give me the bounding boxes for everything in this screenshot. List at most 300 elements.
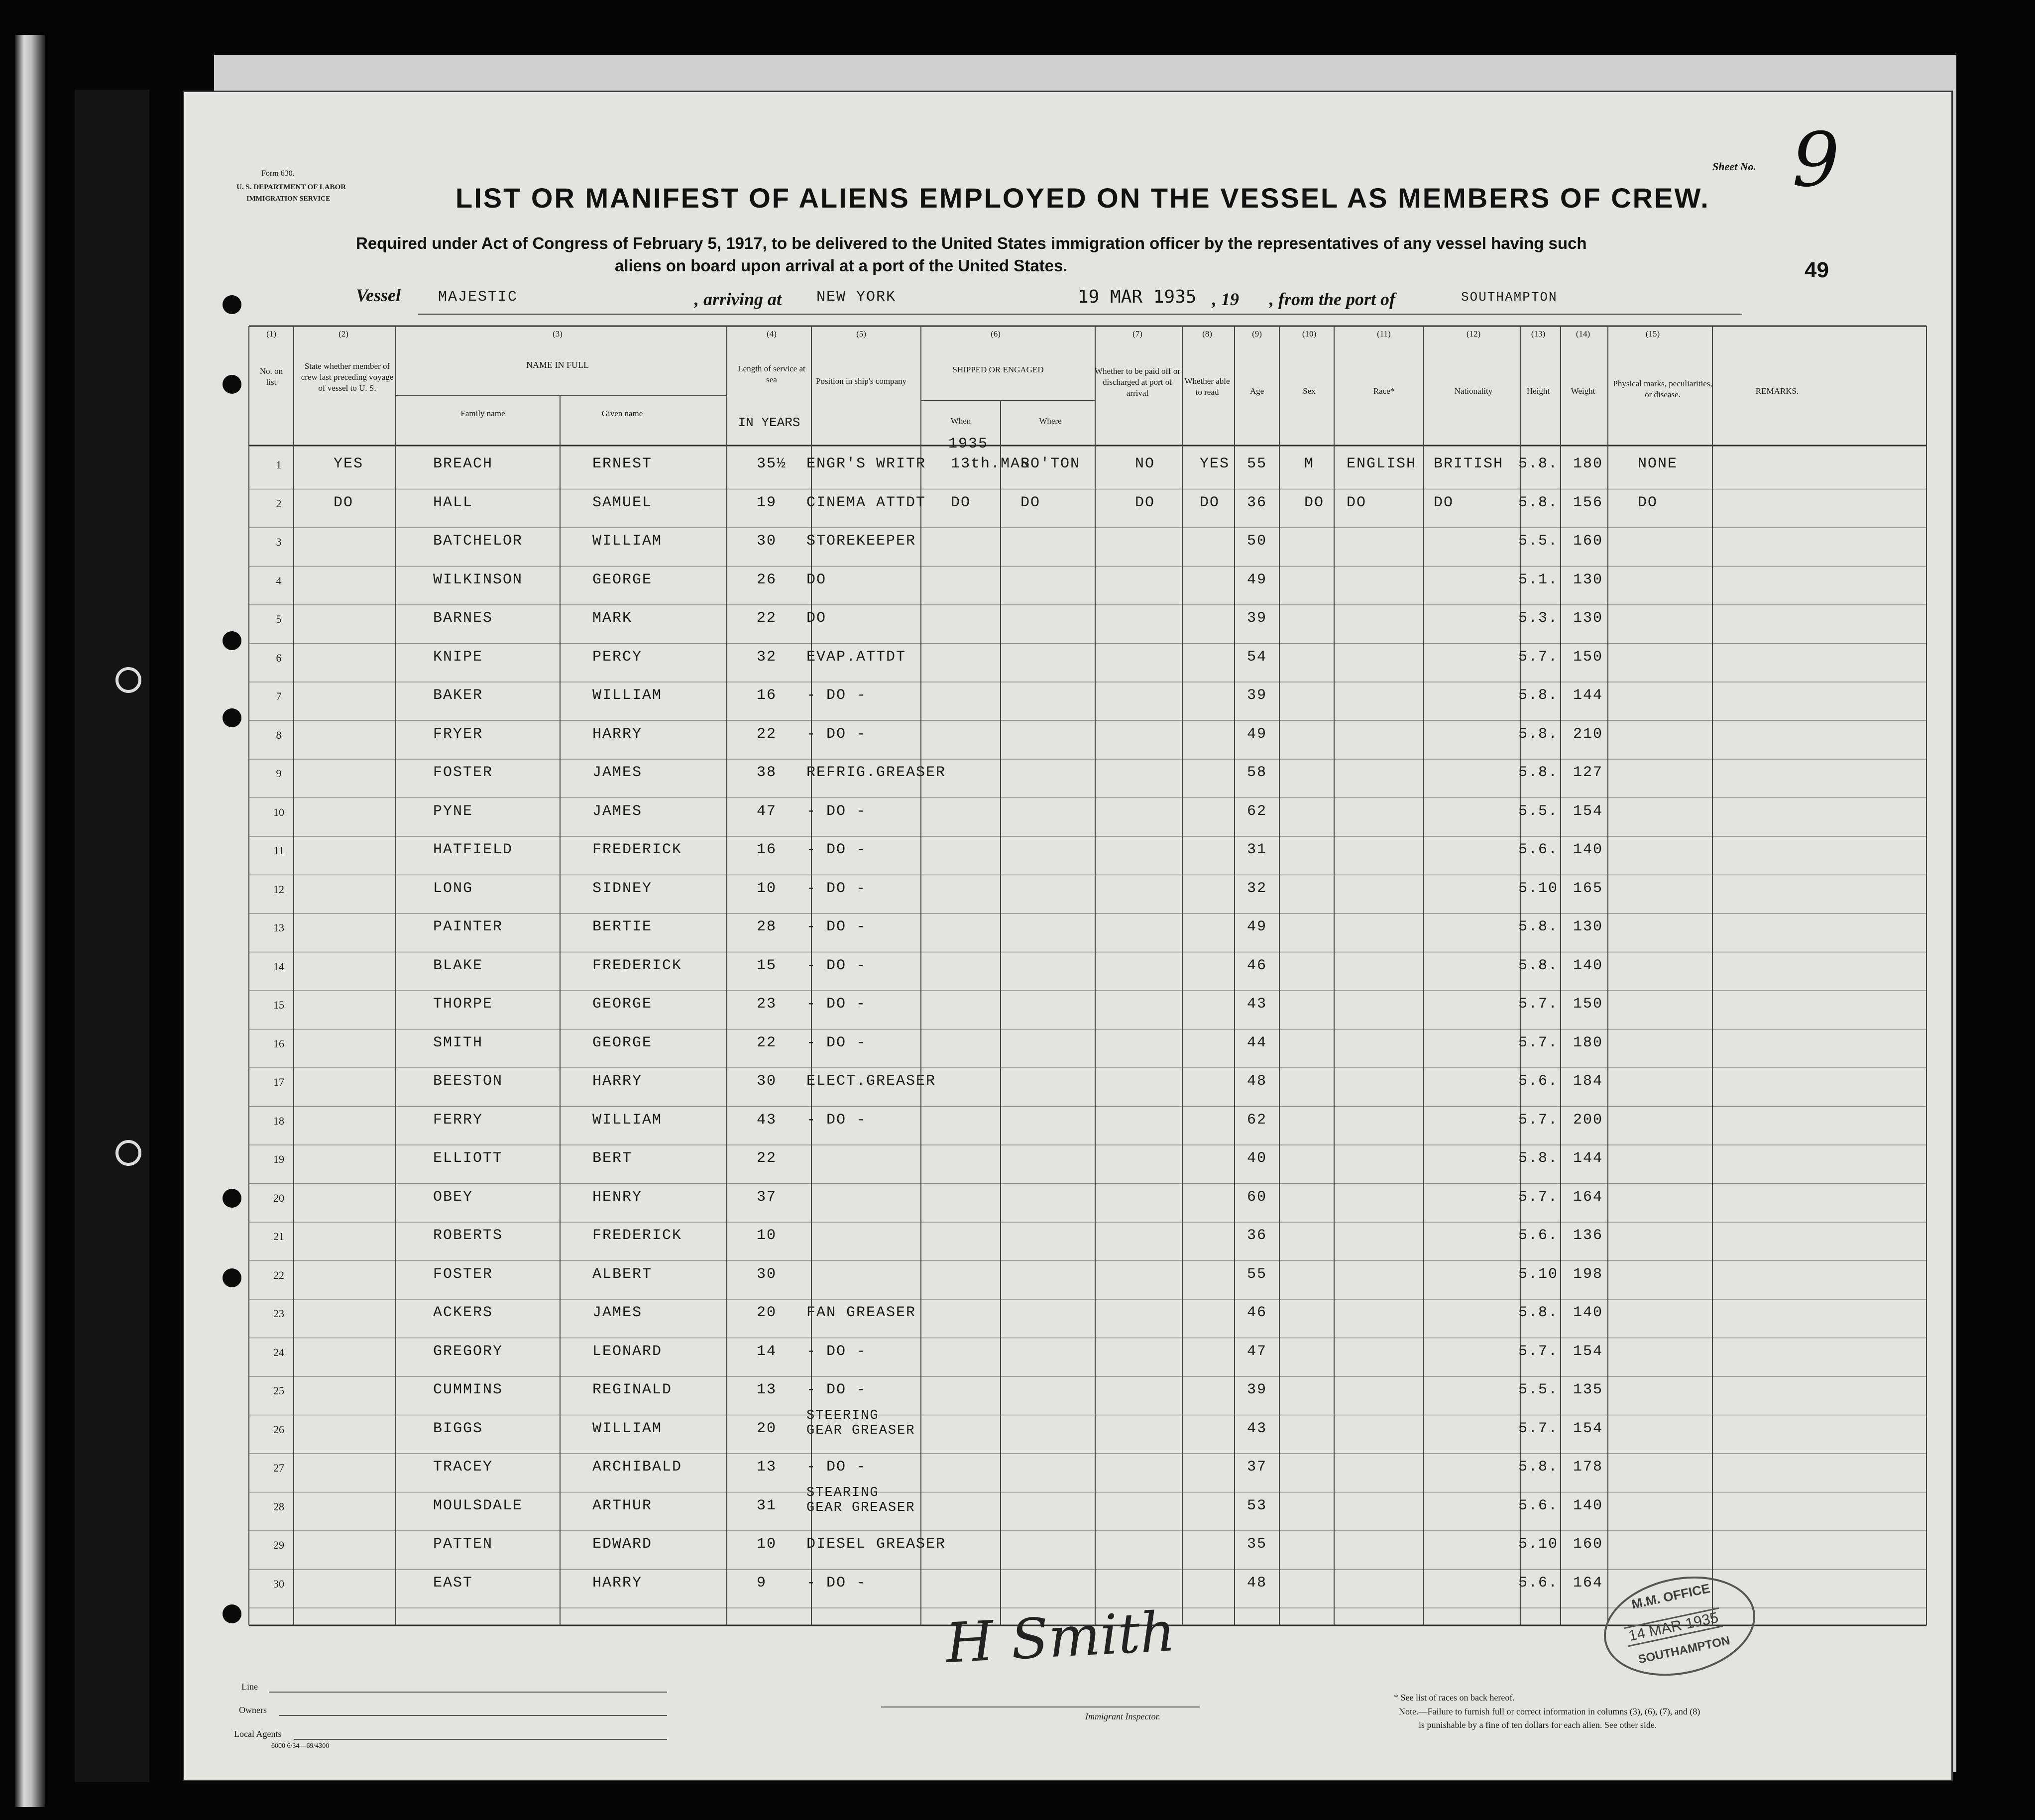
shipped-year: 1935 xyxy=(948,436,989,453)
weight-cell: 160 xyxy=(1573,1536,1603,1553)
height-cell: 5.8. xyxy=(1518,1304,1559,1321)
given-name-cell: WILLIAM xyxy=(592,687,663,704)
given-name-cell: ARCHIBALD xyxy=(592,1459,682,1476)
position-cell: DIESEL GREASER xyxy=(806,1536,946,1553)
age-cell: 39 xyxy=(1247,610,1267,627)
col-number: (7) xyxy=(1132,329,1142,339)
age-cell: 62 xyxy=(1247,1111,1267,1129)
family-name-cell: GREGORY xyxy=(433,1343,503,1360)
weight-cell: 156 xyxy=(1573,494,1603,511)
physical-marks-cell: DO xyxy=(1638,494,1658,511)
col-header-prev-voyage: State whether member of crew last preceding voyage of vessel to U. S. xyxy=(301,361,394,393)
position-cell: - DO - xyxy=(806,880,867,897)
family-name-cell: PAINTER xyxy=(433,918,503,935)
weight-cell: 154 xyxy=(1573,1420,1603,1437)
age-cell: 62 xyxy=(1247,802,1267,820)
row-number: 6 xyxy=(276,651,282,664)
col-number: (13) xyxy=(1531,329,1546,339)
shipped-where-cell: DO xyxy=(1020,494,1041,511)
given-name-cell: EDWARD xyxy=(592,1536,653,1553)
col-number: (2) xyxy=(339,329,348,339)
row-number: 8 xyxy=(276,728,282,741)
weight-cell: 198 xyxy=(1573,1265,1603,1283)
family-name-cell: TRACEY xyxy=(433,1459,493,1476)
weight-cell: 144 xyxy=(1573,1150,1603,1167)
shipped-where-cell: SO'TON xyxy=(1020,455,1081,472)
col-number: (3) xyxy=(553,329,563,339)
position-cell: EVAP.ATTDT xyxy=(806,648,906,666)
row-number: 16 xyxy=(273,1037,284,1050)
service-years-cell: 14 xyxy=(757,1343,777,1360)
from-port-label: , from the port of xyxy=(1269,289,1396,309)
row-number: 15 xyxy=(273,999,284,1011)
col-header-family: Family name xyxy=(460,409,505,418)
col-number: (6) xyxy=(991,329,1001,339)
prev-voyage-cell: YES xyxy=(334,455,364,472)
service-years-cell: 9 xyxy=(757,1574,767,1592)
sex-cell: DO xyxy=(1304,494,1325,511)
col-header-where: Where xyxy=(1039,416,1062,426)
arrival-date-stamp: 19 MAR 1935 xyxy=(1078,287,1197,307)
row-number: 3 xyxy=(276,536,282,548)
height-cell: 5.7. xyxy=(1518,1034,1559,1051)
footer-line-rule xyxy=(269,1692,667,1693)
weight-cell: 180 xyxy=(1573,455,1603,472)
service-years-cell: 47 xyxy=(757,802,777,820)
position-cell: REFRIG.GREASER xyxy=(806,764,946,781)
family-name-cell: SMITH xyxy=(433,1034,483,1051)
footer-owners-rule xyxy=(279,1715,667,1716)
service-years-cell: 10 xyxy=(757,1227,777,1244)
weight-cell: 164 xyxy=(1573,1188,1603,1206)
height-cell: 5.8. xyxy=(1518,1150,1559,1167)
height-cell: 5.8. xyxy=(1518,687,1559,704)
height-cell: 5.7. xyxy=(1518,996,1559,1013)
weight-cell: 130 xyxy=(1573,918,1603,935)
family-name-cell: KNIPE xyxy=(433,648,483,666)
given-name-cell: BERT xyxy=(592,1150,633,1167)
height-cell: 5.8. xyxy=(1518,494,1559,511)
age-cell: 36 xyxy=(1247,494,1267,511)
age-cell: 48 xyxy=(1247,1073,1267,1090)
family-name-cell: BAKER xyxy=(433,687,483,704)
position-cell: - DO - xyxy=(806,1459,867,1476)
age-cell: 39 xyxy=(1247,1381,1267,1398)
family-name-cell: PATTEN xyxy=(433,1536,493,1553)
given-name-cell: GEORGE xyxy=(592,1034,653,1051)
age-cell: 35 xyxy=(1247,1536,1267,1553)
row-number: 13 xyxy=(273,921,284,934)
given-name-cell: FREDERICK xyxy=(592,957,682,974)
service-name: IMMIGRATION SERVICE xyxy=(246,195,331,203)
given-name-cell: HARRY xyxy=(592,1073,643,1090)
weight-cell: 164 xyxy=(1573,1574,1603,1592)
position-cell: - DO - xyxy=(806,802,867,820)
inspector-label: Immigrant Inspector. xyxy=(1085,1711,1160,1721)
weight-cell: 144 xyxy=(1573,687,1603,704)
given-name-cell: FREDERICK xyxy=(592,1227,682,1244)
service-years-cell: 32 xyxy=(757,648,777,666)
position-cell: - DO - xyxy=(806,918,867,935)
given-name-cell: HARRY xyxy=(592,1574,643,1592)
given-name-cell: GEORGE xyxy=(592,571,653,588)
col-header-height: Height xyxy=(1526,386,1550,396)
age-cell: 48 xyxy=(1247,1574,1267,1592)
stamp-date: 14 MAR 1935 xyxy=(1624,1607,1723,1647)
weight-cell: 140 xyxy=(1573,841,1603,858)
col-header-shipped: SHIPPED OR ENGAGED xyxy=(952,365,1044,374)
year-label: , 19 xyxy=(1212,289,1239,309)
height-cell: 5.8. xyxy=(1518,957,1559,974)
footnote-fine-2: is punishable by a fine of ten dollars for each alien. See other side. xyxy=(1419,1720,1657,1730)
service-years-cell: 22 xyxy=(757,610,777,627)
position-cell: - DO - xyxy=(806,1574,867,1592)
position-cell: - DO - xyxy=(806,1111,867,1129)
race-cell: DO xyxy=(1347,494,1367,511)
family-name-cell: FOSTER xyxy=(433,764,493,781)
weight-cell: 140 xyxy=(1573,1497,1603,1514)
age-cell: 55 xyxy=(1247,455,1267,472)
height-cell: 5.7. xyxy=(1518,1420,1559,1437)
given-name-cell: ALBERT xyxy=(592,1265,653,1283)
given-name-cell: GEORGE xyxy=(592,996,653,1013)
service-years-cell: 30 xyxy=(757,1265,777,1283)
footnote-races: * See list of races on back hereof. xyxy=(1394,1693,1515,1703)
given-name-cell: HARRY xyxy=(592,725,643,743)
race-cell: ENGLISH xyxy=(1347,455,1417,472)
service-years-cell: 22 xyxy=(757,725,777,743)
age-cell: 54 xyxy=(1247,648,1267,666)
height-cell: 5.7. xyxy=(1518,648,1559,666)
col-number: (5) xyxy=(856,329,866,339)
col-number: (8) xyxy=(1202,329,1212,339)
given-name-cell: LEONARD xyxy=(592,1343,663,1360)
age-cell: 49 xyxy=(1247,725,1267,743)
weight-cell: 135 xyxy=(1573,1381,1603,1398)
height-cell: 5.6. xyxy=(1518,1574,1559,1592)
weight-cell: 150 xyxy=(1573,648,1603,666)
family-name-cell: PYNE xyxy=(433,802,473,820)
height-cell: 5.6. xyxy=(1518,1073,1559,1090)
row-number: 7 xyxy=(276,690,282,702)
weight-cell: 200 xyxy=(1573,1111,1603,1129)
row-number: 24 xyxy=(273,1346,284,1359)
age-cell: 32 xyxy=(1247,880,1267,897)
row-number: 10 xyxy=(273,805,284,818)
given-name-cell: WILLIAM xyxy=(592,1111,663,1129)
service-years-cell: 13 xyxy=(757,1459,777,1476)
service-years-cell: 10 xyxy=(757,880,777,897)
family-name-cell: BIGGS xyxy=(433,1420,483,1437)
position-cell: - DO - xyxy=(806,1034,867,1051)
shipped-when-cell: DO xyxy=(951,494,971,511)
footer-agents-rule xyxy=(294,1739,667,1740)
stamp-top-text: M.M. OFFICE xyxy=(1630,1581,1711,1612)
position-cell: FAN GREASER xyxy=(806,1304,916,1321)
paid-off-cell: NO xyxy=(1135,455,1155,472)
col-header-race: Race* xyxy=(1373,386,1395,396)
row-number: 11 xyxy=(273,844,284,857)
nationality-cell: DO xyxy=(1434,494,1454,511)
departure-port: SOUTHAMPTON xyxy=(1461,290,1558,305)
height-cell: 5.8. xyxy=(1518,918,1559,935)
weight-cell: 154 xyxy=(1573,1343,1603,1360)
age-cell: 47 xyxy=(1247,1343,1267,1360)
age-cell: 46 xyxy=(1247,1304,1267,1321)
service-years-cell: 31 xyxy=(757,1497,777,1514)
weight-cell: 160 xyxy=(1573,533,1603,550)
height-cell: 5.6. xyxy=(1518,841,1559,858)
family-name-cell: BREACH xyxy=(433,455,493,472)
row-number: 29 xyxy=(273,1539,284,1551)
position-cell: DO xyxy=(806,610,827,627)
given-name-cell: SIDNEY xyxy=(592,880,653,897)
col-number: (15) xyxy=(1645,329,1660,339)
row-number: 2 xyxy=(276,497,282,510)
age-cell: 46 xyxy=(1247,957,1267,974)
given-name-cell: JAMES xyxy=(592,1304,643,1321)
height-cell: 5.5. xyxy=(1518,802,1559,820)
col-header-age: Age xyxy=(1249,386,1264,396)
row-number: 17 xyxy=(273,1076,284,1088)
height-cell: 5.6. xyxy=(1518,1497,1559,1514)
height-cell: 5.8. xyxy=(1518,764,1559,781)
col-header-marks: Physical marks, peculiarities, or disease. xyxy=(1613,379,1712,399)
weight-cell: 136 xyxy=(1573,1227,1603,1244)
family-name-cell: ACKERS xyxy=(433,1304,493,1321)
height-cell: 5.7. xyxy=(1518,1188,1559,1206)
row-number: 20 xyxy=(273,1191,284,1204)
shipped-when-cell: 13th.MAR xyxy=(951,455,1031,472)
age-cell: 53 xyxy=(1247,1497,1267,1514)
family-name-cell: EAST xyxy=(433,1574,473,1592)
row-number: 28 xyxy=(273,1500,284,1513)
position-cell: DO xyxy=(806,571,827,588)
row-number: 12 xyxy=(273,883,284,896)
family-name-cell: THORPE xyxy=(433,996,493,1013)
prev-voyage-cell: DO xyxy=(334,494,354,511)
position-cell: - DO - xyxy=(806,687,867,704)
age-cell: 43 xyxy=(1247,996,1267,1013)
service-years-cell: 19 xyxy=(757,494,777,511)
row-number: 22 xyxy=(273,1268,284,1281)
age-cell: 55 xyxy=(1247,1265,1267,1283)
height-cell: 5.7. xyxy=(1518,1111,1559,1129)
row-number: 26 xyxy=(273,1423,284,1436)
col-header-paid-off: Whether to be paid off or discharged at port of arrival xyxy=(1095,366,1180,398)
service-years-cell: 22 xyxy=(757,1034,777,1051)
family-name-cell: BATCHELOR xyxy=(433,533,523,550)
given-name-cell: FREDERICK xyxy=(592,841,682,858)
col-number: (11) xyxy=(1377,329,1391,339)
service-years-cell: 13 xyxy=(757,1381,777,1398)
col-number: (1) xyxy=(266,329,276,339)
service-years-cell: 23 xyxy=(757,996,777,1013)
given-name-cell: JAMES xyxy=(592,802,643,820)
position-cell: ENGR'S WRITR xyxy=(806,455,926,472)
col-header-position: Position in ship's company xyxy=(815,376,907,386)
given-name-cell: WILLIAM xyxy=(592,533,663,550)
family-name-cell: BEESTON xyxy=(433,1073,503,1090)
arrival-port: NEW YORK xyxy=(816,289,897,306)
given-name-cell: REGINALD xyxy=(592,1381,673,1398)
family-name-cell: HALL xyxy=(433,494,473,511)
sex-cell: M xyxy=(1304,455,1315,472)
weight-cell: 210 xyxy=(1573,725,1603,743)
weight-cell: 130 xyxy=(1573,571,1603,588)
service-years-cell: 20 xyxy=(757,1304,777,1321)
col-header-remarks: REMARKS. xyxy=(1755,386,1799,396)
row-number: 19 xyxy=(273,1153,284,1165)
height-cell: 5.7. xyxy=(1518,1343,1559,1360)
able-to-read-cell: DO xyxy=(1200,494,1220,511)
age-cell: 44 xyxy=(1247,1034,1267,1051)
family-name-cell: HATFIELD xyxy=(433,841,513,858)
col-header-nationality: Nationality xyxy=(1454,386,1493,396)
weight-cell: 130 xyxy=(1573,610,1603,627)
service-years-cell: 30 xyxy=(757,533,777,550)
row-number: 27 xyxy=(273,1462,284,1474)
age-cell: 39 xyxy=(1247,687,1267,704)
position-cell: - DO - xyxy=(806,1343,867,1360)
inspector-signature: H Smith xyxy=(944,1599,1177,1675)
weight-cell: 140 xyxy=(1573,957,1603,974)
family-name-cell: CUMMINS xyxy=(433,1381,503,1398)
service-years-cell: 15 xyxy=(757,957,777,974)
vessel-label: Vessel xyxy=(356,285,401,305)
row-number: 30 xyxy=(273,1577,284,1590)
weight-cell: 180 xyxy=(1573,1034,1603,1051)
sheet-number: 9 xyxy=(1792,117,1840,204)
col-number: (14) xyxy=(1576,329,1590,339)
col-header-service: Length of service at sea xyxy=(738,364,805,384)
family-name-cell: LONG xyxy=(433,880,473,897)
given-name-cell: ARTHUR xyxy=(592,1497,653,1514)
given-name-cell: WILLIAM xyxy=(592,1420,663,1437)
col-header-when: When xyxy=(950,416,971,426)
family-name-cell: FOSTER xyxy=(433,1265,493,1283)
weight-cell: 154 xyxy=(1573,802,1603,820)
service-years-cell: 30 xyxy=(757,1073,777,1090)
service-years-cell: 16 xyxy=(757,687,777,704)
sheet-label: Sheet No. xyxy=(1712,160,1756,173)
position-cell: - DO - xyxy=(806,841,867,858)
height-cell: 5.10 xyxy=(1518,880,1559,897)
age-cell: 58 xyxy=(1247,764,1267,781)
row-number: 1 xyxy=(276,458,282,471)
footnote-fine: Note.—Failure to furnish full or correct information in columns (3), (6), (7), and (8) xyxy=(1399,1706,1700,1716)
age-cell: 49 xyxy=(1247,918,1267,935)
col-header-sex: Sex xyxy=(1303,386,1316,396)
department-name: U. S. DEPARTMENT OF LABOR xyxy=(236,183,346,191)
footer-owners-label: Owners xyxy=(239,1705,267,1715)
family-name-cell: FRYER xyxy=(433,725,483,743)
col-number: (4) xyxy=(767,329,777,339)
age-cell: 36 xyxy=(1247,1227,1267,1244)
paid-off-cell: DO xyxy=(1135,494,1155,511)
physical-marks-cell: NONE xyxy=(1638,455,1678,472)
service-years-cell: 16 xyxy=(757,841,777,858)
age-cell: 50 xyxy=(1247,533,1267,550)
height-cell: 5.3. xyxy=(1518,610,1559,627)
position-cell: - DO - xyxy=(806,996,867,1013)
family-name-cell: BLAKE xyxy=(433,957,483,974)
height-cell: 5.10 xyxy=(1518,1536,1559,1553)
weight-cell: 150 xyxy=(1573,996,1603,1013)
service-years-cell: 38 xyxy=(757,764,777,781)
weight-cell: 178 xyxy=(1573,1459,1603,1476)
col-header-weight: Weight xyxy=(1571,386,1595,396)
height-cell: 5.5. xyxy=(1518,1381,1559,1398)
age-cell: 43 xyxy=(1247,1420,1267,1437)
row-number: 23 xyxy=(273,1307,284,1320)
height-cell: 5.8. xyxy=(1518,725,1559,743)
age-cell: 37 xyxy=(1247,1459,1267,1476)
given-name-cell: BERTIE xyxy=(592,918,653,935)
given-name-cell: SAMUEL xyxy=(592,494,653,511)
position-cell: STOREKEEPER xyxy=(806,533,916,550)
given-name-cell: MARK xyxy=(592,610,633,627)
position-cell: - DO - xyxy=(806,957,867,974)
given-name-cell: ERNEST xyxy=(592,455,653,472)
age-cell: 31 xyxy=(1247,841,1267,858)
weight-cell: 184 xyxy=(1573,1073,1603,1090)
height-cell: 5.1. xyxy=(1518,571,1559,588)
row-number: 21 xyxy=(273,1230,284,1243)
row-number: 4 xyxy=(276,574,282,587)
height-cell: 5.5. xyxy=(1518,533,1559,550)
height-cell: 5.6. xyxy=(1518,1227,1559,1244)
col-header-name: NAME IN FULL xyxy=(526,360,589,370)
height-cell: 5.10 xyxy=(1518,1265,1559,1283)
position-cell: - DO - xyxy=(806,1381,867,1398)
row-number: 18 xyxy=(273,1114,284,1127)
family-name-cell: ELLIOTT xyxy=(433,1150,503,1167)
weight-cell: 165 xyxy=(1573,880,1603,897)
vessel-name: MAJESTIC xyxy=(438,289,518,306)
col-number: (12) xyxy=(1466,329,1481,339)
row-number: 5 xyxy=(276,613,282,625)
position-cell: STEARING GEAR GREASER xyxy=(806,1485,915,1515)
weight-cell: 140 xyxy=(1573,1304,1603,1321)
form-title: LIST OR MANIFEST OF ALIENS EMPLOYED ON THE VESSEL AS MEMBERS OF CREW. xyxy=(455,182,1710,214)
form-subtitle-2: aliens on board upon arrival at a port of the United States. xyxy=(615,256,1068,275)
service-years-cell: 22 xyxy=(757,1150,777,1167)
arriving-label: , arriving at xyxy=(694,289,782,309)
weight-cell: 127 xyxy=(1573,764,1603,781)
age-cell: 49 xyxy=(1247,571,1267,588)
family-name-cell: BARNES xyxy=(433,610,493,627)
age-cell: 40 xyxy=(1247,1150,1267,1167)
given-name-cell: JAMES xyxy=(592,764,643,781)
service-years-cell: 20 xyxy=(757,1420,777,1437)
col-header-read: Whether able to read xyxy=(1184,376,1230,397)
footer-line-label: Line xyxy=(241,1682,258,1692)
service-years-cell: 10 xyxy=(757,1536,777,1553)
family-name-cell: FERRY xyxy=(433,1111,483,1129)
page-number: 49 xyxy=(1805,258,1829,282)
height-cell: 5.8. xyxy=(1518,455,1559,472)
service-years-cell: 28 xyxy=(757,918,777,935)
position-cell: CINEMA ATTDT xyxy=(806,494,926,511)
footer-agents-label: Local Agents xyxy=(234,1729,282,1739)
service-years-cell: 35½ xyxy=(757,455,787,472)
family-name-cell: MOULSDALE xyxy=(433,1497,523,1514)
col-header-given: Given name xyxy=(601,409,643,418)
row-number: 9 xyxy=(276,767,282,780)
col-number: (9) xyxy=(1252,329,1262,339)
form-number: Form 630. xyxy=(261,169,295,178)
